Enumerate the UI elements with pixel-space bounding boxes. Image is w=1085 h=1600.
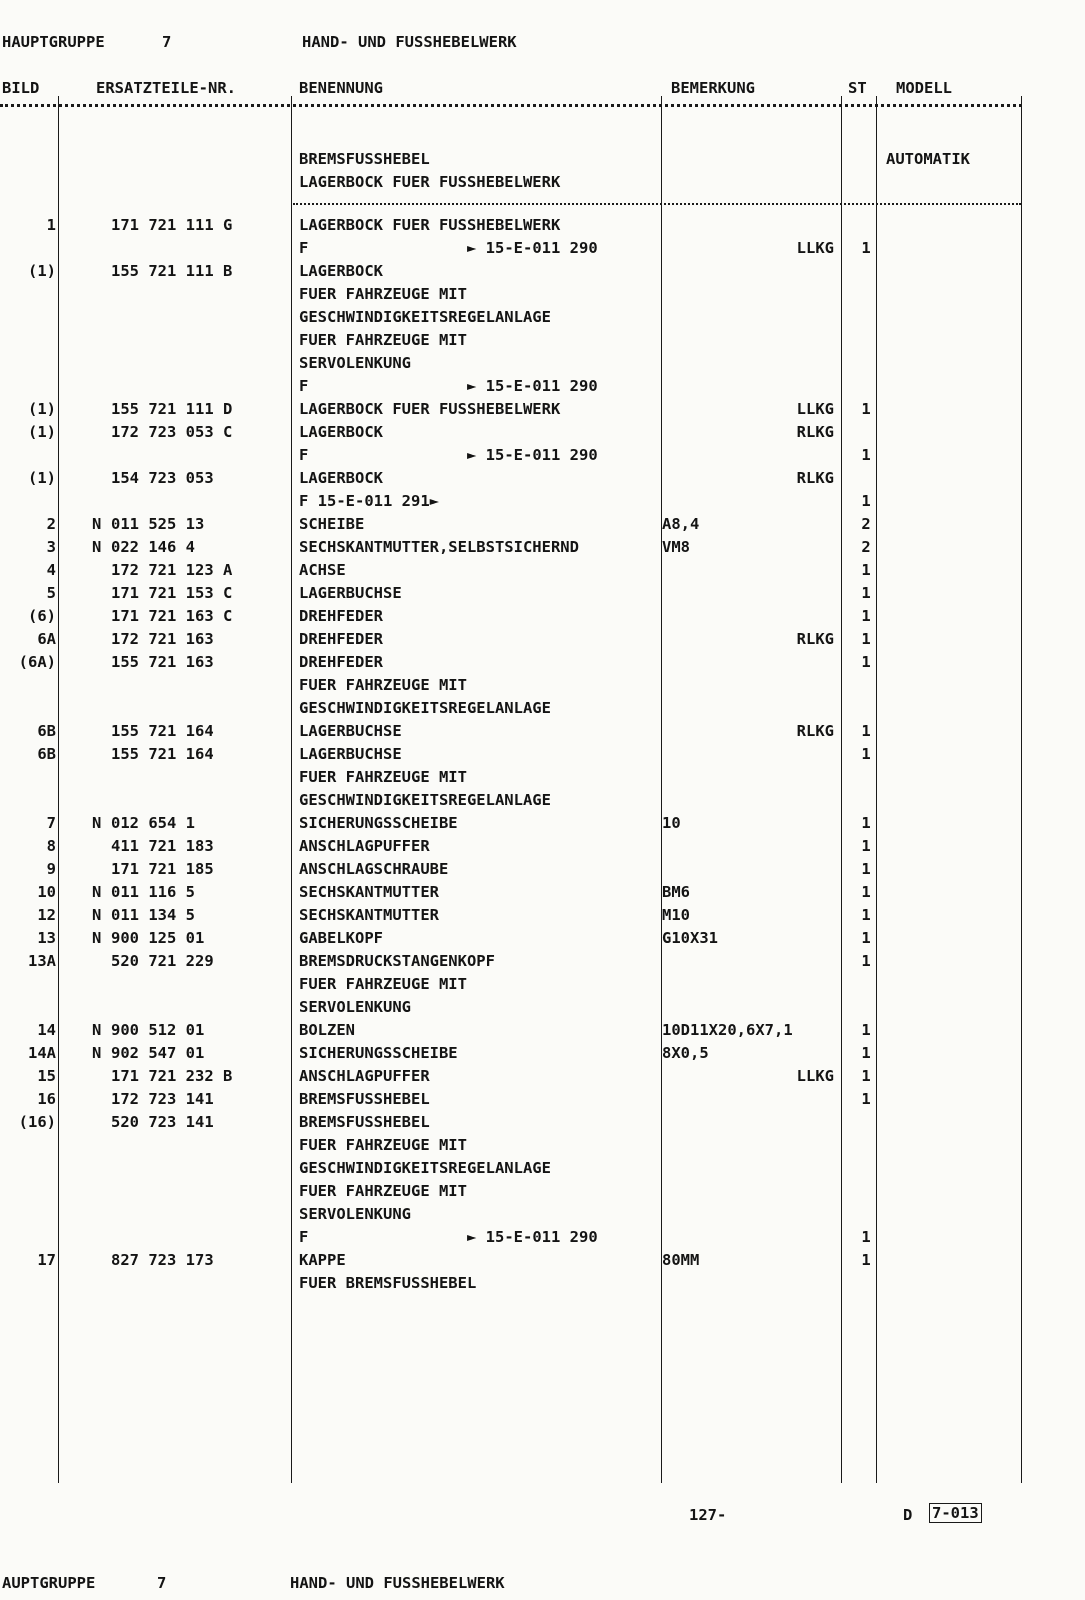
designation-cell: ANSCHLAGSCHRAUBE (299, 860, 449, 878)
n-flag-cell: N (92, 538, 102, 556)
table-row (0, 720, 1085, 743)
table-row (0, 329, 1085, 352)
quantity-cell: 1 (861, 446, 871, 464)
page-number: 127- (689, 1506, 727, 1524)
quantity-cell: 1 (861, 837, 871, 855)
part-number-cell: 011 134 5 (111, 906, 195, 924)
part-number-cell: 155 721 163 (111, 653, 214, 671)
table-row (0, 812, 1085, 835)
designation-cell: LAGERBUCHSE (299, 745, 402, 763)
part-number-cell: 011 525 13 (111, 515, 205, 533)
bild-cell: 9 (46, 860, 56, 878)
table-row (0, 697, 1085, 720)
n-flag-cell: N (92, 883, 102, 901)
validity-cell: ► 15-E-011 290 (467, 1228, 598, 1246)
designation-cell: LAGERBUCHSE (299, 722, 402, 740)
table-row (0, 467, 1085, 490)
part-number-cell: 172 721 163 (111, 630, 214, 648)
designation-cell: FUER FAHRZEUGE MIT (299, 331, 467, 349)
table-row (0, 490, 1085, 513)
quantity-cell: 1 (861, 584, 871, 602)
remark-cell: 80MM (662, 1251, 700, 1269)
table-row (0, 1157, 1085, 1180)
quantity-cell: 1 (861, 400, 871, 418)
part-number-cell: 902 547 01 (111, 1044, 205, 1062)
next-group-number: 7 (157, 1574, 167, 1592)
designation-cell: SECHSKANTMUTTER (299, 883, 439, 901)
designation-cell: F (299, 1228, 309, 1246)
quantity-cell: 1 (861, 860, 871, 878)
table-row (0, 214, 1085, 237)
designation-cell: LAGERBOCK (299, 262, 383, 280)
table-row (0, 858, 1085, 881)
quantity-cell: 1 (861, 1067, 871, 1085)
quantity-cell: 1 (861, 607, 871, 625)
designation-cell: SECHSKANTMUTTER,SELBSTSICHERND (299, 538, 579, 556)
part-number-cell: 171 721 111 G (111, 216, 233, 234)
col-remark: BEMERKUNG (671, 79, 755, 97)
table-row (0, 605, 1085, 628)
quantity-cell: 1 (861, 1228, 871, 1246)
designation-cell: ANSCHLAGPUFFER (299, 837, 430, 855)
bild-cell: 16 (37, 1090, 56, 1108)
group-label: HAUPTGRUPPE (2, 33, 105, 51)
table-row (0, 1111, 1085, 1134)
col-bild: BILD (2, 79, 40, 97)
part-number-cell: 171 721 185 (111, 860, 214, 878)
table-row (0, 881, 1085, 904)
designation-cell: LAGERBUCHSE (299, 584, 402, 602)
col-part-no: ERSATZTEILE-NR. (96, 79, 236, 97)
bild-cell: (16) (18, 1113, 56, 1131)
part-number-cell: 171 721 153 C (111, 584, 233, 602)
table-row (0, 559, 1085, 582)
part-number-cell: 012 654 1 (111, 814, 195, 832)
part-number-cell: 172 721 123 A (111, 561, 233, 579)
part-number-cell: 827 723 173 (111, 1251, 214, 1269)
part-number-cell: 171 721 232 B (111, 1067, 233, 1085)
designation-cell: FUER BREMSFUSSHEBEL (299, 1274, 477, 1292)
variant-cell: LLKG (796, 400, 834, 418)
variant-cell: RLKG (796, 423, 834, 441)
validity-cell: ► 15-E-011 290 (467, 377, 598, 395)
part-number-cell: 900 512 01 (111, 1021, 205, 1039)
bild-cell: 6B (37, 745, 56, 763)
table-row (0, 927, 1085, 950)
variant-cell: RLKG (796, 630, 834, 648)
section-subtitle: LAGERBOCK FUER FUSSHEBELWERK (299, 173, 561, 191)
remark-cell: VM8 (662, 538, 690, 556)
quantity-cell: 2 (861, 515, 871, 533)
remark-cell: A8,4 (662, 515, 700, 533)
section-title: BREMSFUSSHEBEL (299, 150, 430, 168)
designation-cell: DREHFEDER (299, 630, 383, 648)
table-row (0, 421, 1085, 444)
table-row (0, 950, 1085, 973)
part-number-cell: 171 721 163 C (111, 607, 233, 625)
designation-cell: FUER FAHRZEUGE MIT (299, 768, 467, 786)
table-row (0, 513, 1085, 536)
bild-cell: 4 (46, 561, 56, 579)
table-row (0, 237, 1085, 260)
part-number-cell: 172 723 141 (111, 1090, 214, 1108)
next-group-title: HAND- UND FUSSHEBELWERK (290, 1574, 505, 1592)
bild-cell: (6A) (18, 653, 56, 671)
bild-cell: 8 (46, 837, 56, 855)
table-row (0, 352, 1085, 375)
group-title: HAND- UND FUSSHEBELWERK (302, 33, 517, 51)
quantity-cell: 1 (861, 722, 871, 740)
designation-cell: LAGERBOCK FUER FUSSHEBELWERK (299, 216, 561, 234)
table-row (0, 996, 1085, 1019)
variant-cell: RLKG (796, 469, 834, 487)
designation-cell: F 15-E-011 291► (299, 492, 439, 510)
designation-cell: SERVOLENKUNG (299, 354, 411, 372)
table-row (0, 536, 1085, 559)
bild-cell: (1) (28, 262, 56, 280)
designation-cell: BREMSFUSSHEBEL (299, 1113, 430, 1131)
remark-cell: G10X31 (662, 929, 718, 947)
designation-cell: SERVOLENKUNG (299, 1205, 411, 1223)
quantity-cell: 1 (861, 1044, 871, 1062)
remark-cell: 8X0,5 (662, 1044, 709, 1062)
part-number-cell: 172 723 053 C (111, 423, 233, 441)
table-row (0, 1065, 1085, 1088)
quantity-cell: 1 (861, 561, 871, 579)
col-model: MODELL (896, 79, 952, 97)
bild-cell: (1) (28, 400, 56, 418)
col-st: ST (848, 79, 867, 97)
designation-cell: GESCHWINDIGKEITSREGELANLAGE (299, 308, 551, 326)
n-flag-cell: N (92, 814, 102, 832)
table-row (0, 1042, 1085, 1065)
page-reference: 7-013 (929, 1503, 982, 1523)
bild-cell: 17 (37, 1251, 56, 1269)
table-row (0, 904, 1085, 927)
quantity-cell: 1 (861, 906, 871, 924)
part-number-cell: 155 721 164 (111, 745, 214, 763)
quantity-cell: 1 (861, 653, 871, 671)
bild-cell: 14A (28, 1044, 56, 1062)
designation-cell: SCHEIBE (299, 515, 365, 533)
quantity-cell: 1 (861, 745, 871, 763)
validity-cell: ► 15-E-011 290 (467, 446, 598, 464)
table-row (0, 766, 1085, 789)
quantity-cell: 1 (861, 1251, 871, 1269)
part-number-cell: 155 721 111 B (111, 262, 233, 280)
bild-cell: 7 (46, 814, 56, 832)
part-number-cell: 520 721 229 (111, 952, 214, 970)
language-code: D (903, 1506, 913, 1524)
designation-cell: ACHSE (299, 561, 346, 579)
designation-cell: SICHERUNGSSCHEIBE (299, 814, 458, 832)
bild-cell: 12 (37, 906, 56, 924)
table-row (0, 375, 1085, 398)
designation-cell: DREHFEDER (299, 653, 383, 671)
bild-cell: (1) (28, 423, 56, 441)
designation-cell: BREMSFUSSHEBEL (299, 1090, 430, 1108)
table-row (0, 283, 1085, 306)
header-separator (0, 104, 1022, 107)
bild-cell: 3 (46, 538, 56, 556)
designation-cell: F (299, 239, 309, 257)
table-row (0, 1272, 1085, 1295)
designation-cell: LAGERBOCK FUER FUSSHEBELWERK (299, 400, 561, 418)
table-row (0, 674, 1085, 697)
table-row (0, 444, 1085, 467)
n-flag-cell: N (92, 1044, 102, 1062)
quantity-cell: 1 (861, 630, 871, 648)
designation-cell: F (299, 446, 309, 464)
remark-cell: 10D11X20,6X7,1 (662, 1021, 793, 1039)
table-row (0, 628, 1085, 651)
part-number-cell: 520 723 141 (111, 1113, 214, 1131)
designation-cell: GESCHWINDIGKEITSREGELANLAGE (299, 1159, 551, 1177)
designation-cell: BREMSDRUCKSTANGENKOPF (299, 952, 495, 970)
table-row (0, 1226, 1085, 1249)
designation-cell: FUER FAHRZEUGE MIT (299, 285, 467, 303)
bild-cell: 15 (37, 1067, 56, 1085)
designation-cell: SECHSKANTMUTTER (299, 906, 439, 924)
table-row (0, 1249, 1085, 1272)
part-number-cell: 900 125 01 (111, 929, 205, 947)
designation-cell: DREHFEDER (299, 607, 383, 625)
bild-cell: 14 (37, 1021, 56, 1039)
quantity-cell: 1 (861, 1021, 871, 1039)
designation-cell: BOLZEN (299, 1021, 355, 1039)
bild-cell: 2 (46, 515, 56, 533)
next-group-label: AUPTGRUPPE (2, 1574, 96, 1592)
table-row (0, 1088, 1085, 1111)
section-model: AUTOMATIK (886, 150, 970, 168)
bild-cell: 6B (37, 722, 56, 740)
bild-cell: 1 (46, 216, 56, 234)
n-flag-cell: N (92, 1021, 102, 1039)
designation-cell: GABELKOPF (299, 929, 383, 947)
designation-cell: FUER FAHRZEUGE MIT (299, 1136, 467, 1154)
table-row (0, 582, 1085, 605)
bild-cell: 6A (37, 630, 56, 648)
quantity-cell: 1 (861, 492, 871, 510)
designation-cell: FUER FAHRZEUGE MIT (299, 975, 467, 993)
table-row (0, 1019, 1085, 1042)
n-flag-cell: N (92, 929, 102, 947)
designation-cell: LAGERBOCK (299, 423, 383, 441)
table-row (0, 651, 1085, 674)
quantity-cell: 1 (861, 814, 871, 832)
quantity-cell: 1 (861, 929, 871, 947)
bild-cell: 13 (37, 929, 56, 947)
bild-cell: (1) (28, 469, 56, 487)
bild-cell: (6) (28, 607, 56, 625)
quantity-cell: 1 (861, 239, 871, 257)
bild-cell: 10 (37, 883, 56, 901)
table-row (0, 789, 1085, 812)
remark-cell: M10 (662, 906, 690, 924)
part-number-cell: 154 723 053 (111, 469, 214, 487)
designation-cell: FUER FAHRZEUGE MIT (299, 676, 467, 694)
bild-cell: 5 (46, 584, 56, 602)
variant-cell: RLKG (796, 722, 834, 740)
designation-cell: GESCHWINDIGKEITSREGELANLAGE (299, 699, 551, 717)
part-number-cell: 155 721 164 (111, 722, 214, 740)
table-row (0, 306, 1085, 329)
table-row (0, 973, 1085, 996)
variant-cell: LLKG (796, 1067, 834, 1085)
designation-cell: LAGERBOCK (299, 469, 383, 487)
remark-cell: BM6 (662, 883, 690, 901)
bild-cell: 13A (28, 952, 56, 970)
table-row (0, 398, 1085, 421)
table-row (0, 260, 1085, 283)
designation-cell: KAPPE (299, 1251, 346, 1269)
part-number-cell: 155 721 111 D (111, 400, 233, 418)
n-flag-cell: N (92, 906, 102, 924)
table-row (0, 1134, 1085, 1157)
variant-cell: LLKG (796, 239, 834, 257)
quantity-cell: 1 (861, 883, 871, 901)
part-number-cell: 011 116 5 (111, 883, 195, 901)
part-number-cell: 411 721 183 (111, 837, 214, 855)
designation-cell: SERVOLENKUNG (299, 998, 411, 1016)
quantity-cell: 2 (861, 538, 871, 556)
validity-cell: ► 15-E-011 290 (467, 239, 598, 257)
table-row (0, 1180, 1085, 1203)
designation-cell: GESCHWINDIGKEITSREGELANLAGE (299, 791, 551, 809)
designation-cell: ANSCHLAGPUFFER (299, 1067, 430, 1085)
designation-cell: F (299, 377, 309, 395)
group-number: 7 (162, 33, 172, 51)
table-row (0, 743, 1085, 766)
quantity-cell: 1 (861, 1090, 871, 1108)
remark-cell: 10 (662, 814, 681, 832)
part-number-cell: 022 146 4 (111, 538, 195, 556)
col-name: BENENNUNG (299, 79, 383, 97)
n-flag-cell: N (92, 515, 102, 533)
table-row (0, 1203, 1085, 1226)
section-separator (293, 203, 1021, 205)
designation-cell: SICHERUNGSSCHEIBE (299, 1044, 458, 1062)
table-row (0, 835, 1085, 858)
quantity-cell: 1 (861, 952, 871, 970)
designation-cell: FUER FAHRZEUGE MIT (299, 1182, 467, 1200)
